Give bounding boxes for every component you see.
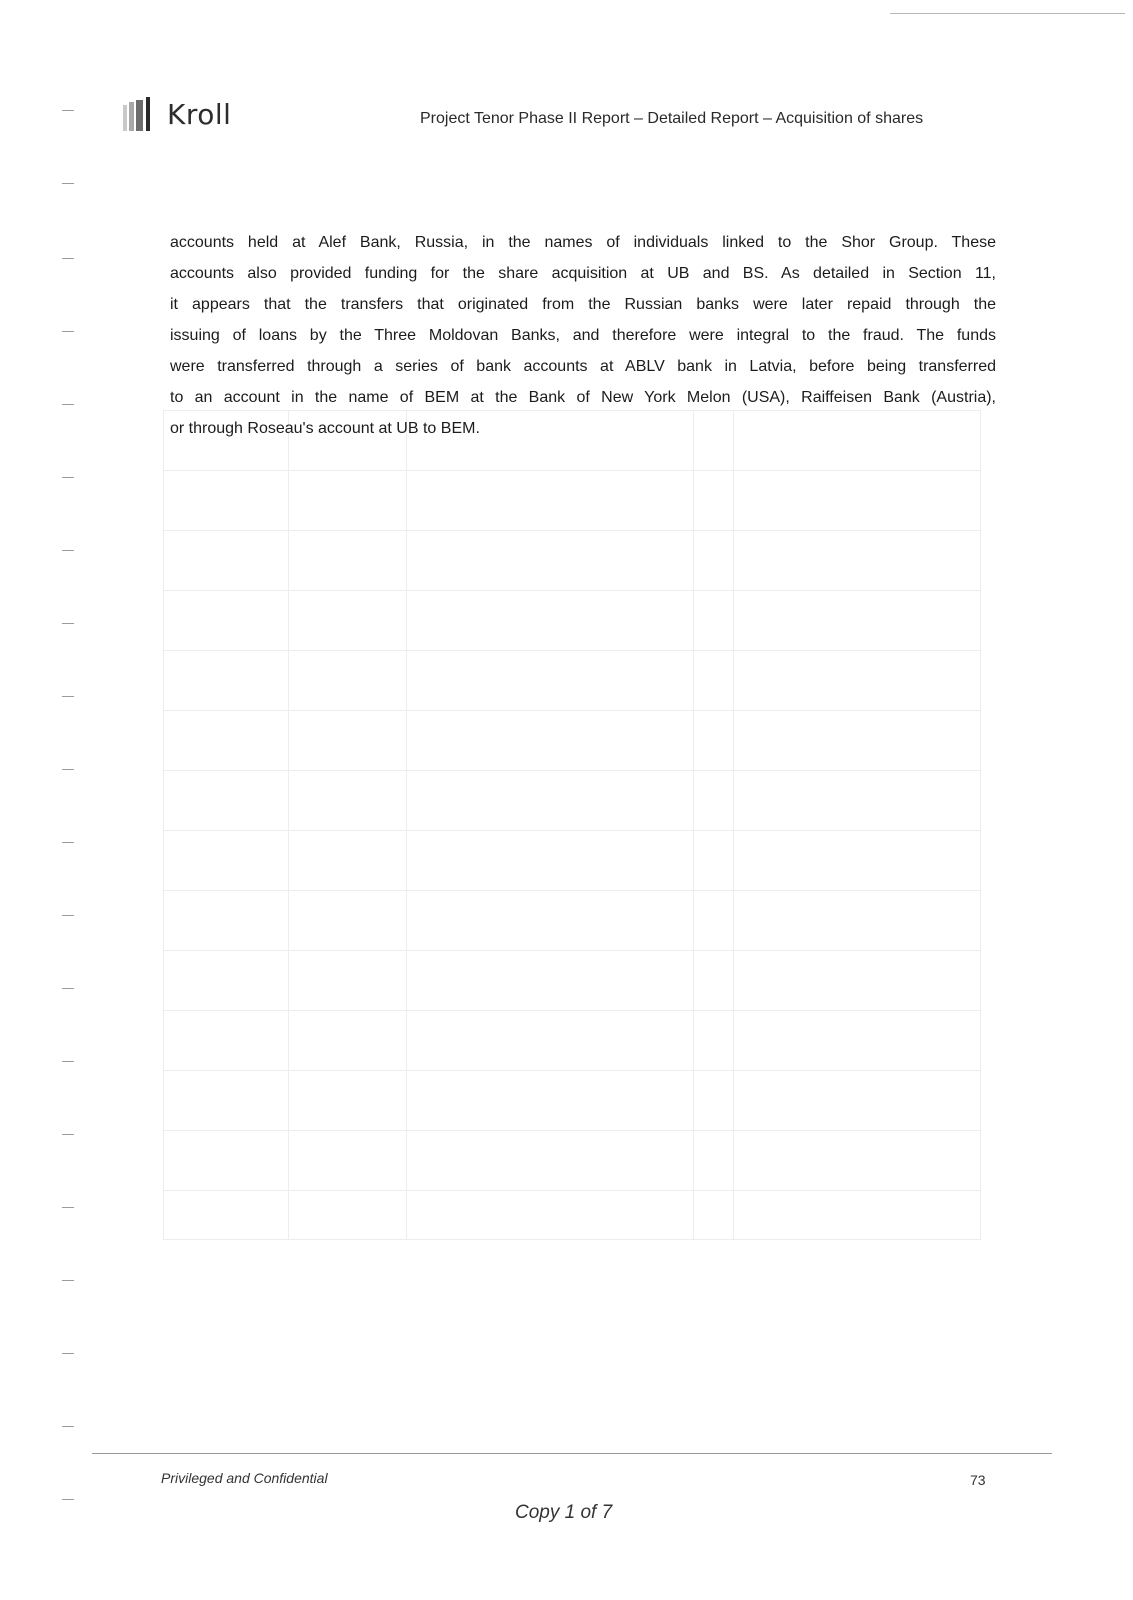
copy-stamp: Copy 1 of 7 (515, 1502, 613, 1523)
margin-dash (62, 696, 74, 697)
margin-dash (62, 842, 74, 843)
kroll-logo-mark-icon (123, 97, 159, 131)
margin-dash (62, 477, 74, 478)
kroll-logo (123, 96, 231, 132)
margin-dash (62, 1134, 74, 1135)
margin-dash (62, 1207, 74, 1208)
margin-dash (62, 550, 74, 551)
confidentiality-notice: Privileged and Confidential (161, 1470, 328, 1486)
margin-dash (62, 988, 74, 989)
margin-dash (62, 623, 74, 624)
margin-dash (62, 1353, 74, 1354)
report-header-title: Project Tenor Phase II Report – Detailed Report – Acquisition of shares (420, 110, 924, 127)
body-line: it appears that the transfers that originated from the Russian banks were later repaid through the (170, 296, 996, 313)
body-line: accounts held at Alef Bank, Russia, in the names of individuals linked to the Shor Group. These (170, 234, 996, 251)
body-paragraph (170, 227, 996, 444)
margin-dash (62, 404, 74, 405)
body-line: to an account in the name of BEM at the Bank of New York Melon (USA), Raiffeisen Bank (Austria), (170, 389, 996, 406)
margin-dash (62, 1280, 74, 1281)
bleed-through-table (163, 410, 981, 1240)
body-line: or through Roseau's account at UB to BEM. (170, 420, 480, 437)
margin-dash (62, 1499, 74, 1500)
page-number: 73 (970, 1472, 986, 1488)
body-line: issuing of loans by the Three Moldovan Banks, and therefore were integral to the fraud. The funds (170, 327, 996, 344)
margin-dash (62, 258, 74, 259)
margin-dash (62, 183, 74, 184)
scan-edge-line (890, 13, 1125, 14)
margin-dash (62, 331, 74, 332)
body-line: were transferred through a series of bank accounts at ABLV bank in Latvia, before being transferred (170, 358, 996, 375)
margin-dash (62, 769, 74, 770)
margin-dash (62, 1426, 74, 1427)
logo-text: Kroll (167, 97, 232, 131)
footer-divider (92, 1453, 1052, 1454)
margin-dash (62, 915, 74, 916)
body-line: accounts also provided funding for the share acquisition at UB and BS. As detailed in Section 11, (170, 265, 996, 282)
margin-dash (62, 110, 74, 111)
margin-dash (62, 1061, 74, 1062)
